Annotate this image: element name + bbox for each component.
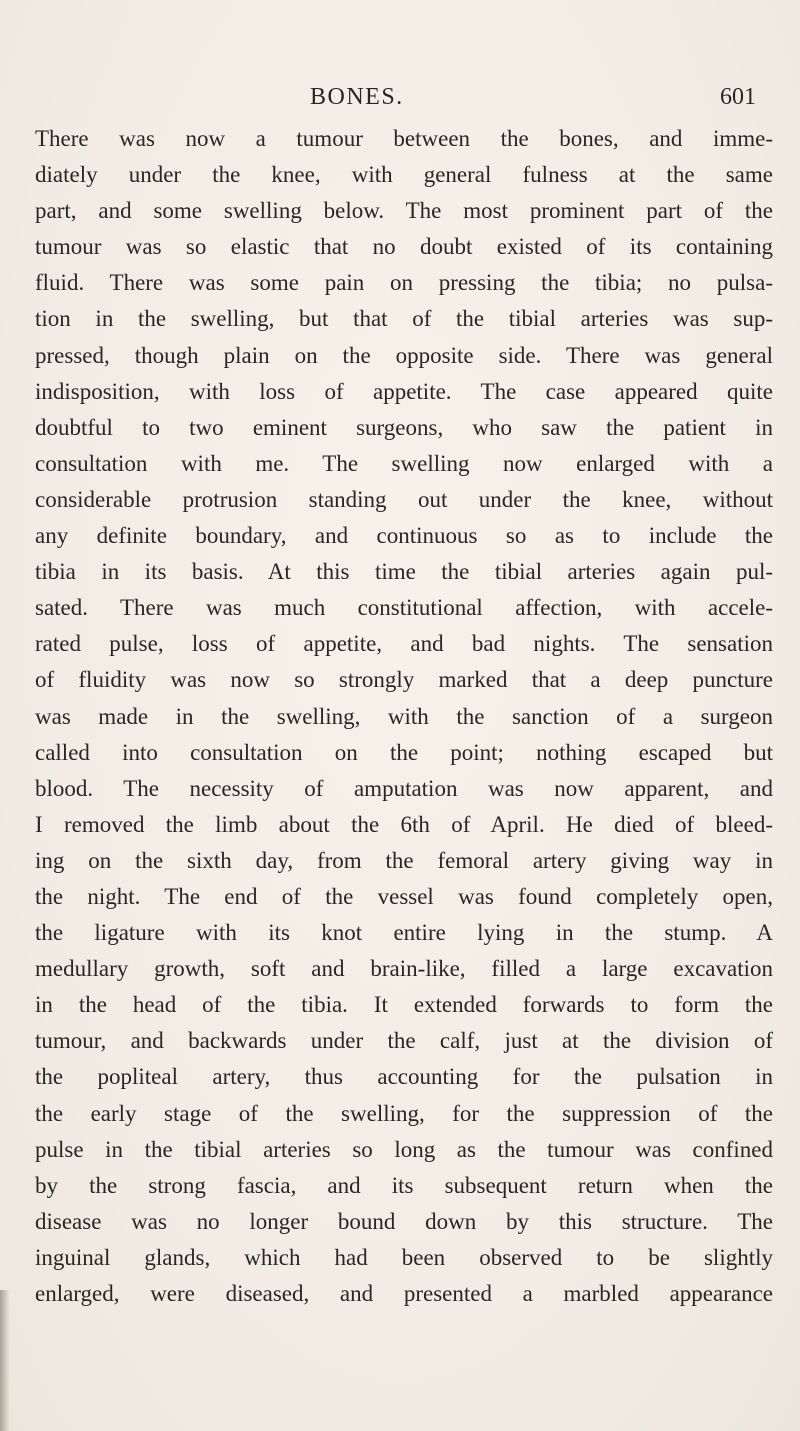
text-line: blood. The necessity of amputation was now apparent, and xyxy=(35,775,773,801)
text-line: tion in the swelling, but that of the tibial arteries was sup- xyxy=(35,306,773,332)
text-line: part, and some swelling below. The most prominent part of the xyxy=(35,198,773,224)
text-line: rated pulse, loss of appetite, and bad nights. The sensation xyxy=(35,631,773,657)
text-line: by the strong fascia, and its subsequent return when the xyxy=(35,1172,773,1198)
text-line: tumour was so elastic that no doubt existed of its containing xyxy=(35,234,773,260)
text-line: There was now a tumour between the bones, and imme- xyxy=(35,126,773,151)
text-line: enlarged, were diseased, and presented a marbled appearance xyxy=(35,1281,773,1306)
header-title: BONES. xyxy=(310,84,404,110)
text-line: inguinal glands, which had been observed to be slightly xyxy=(35,1244,773,1270)
text-line: medullary growth, soft and brain-like, filled a large excavation xyxy=(35,956,773,982)
text-line: in the head of the tibia. It extended forwards to form the xyxy=(35,992,773,1018)
text-line: any definite boundary, and continuous so as to include the xyxy=(35,523,773,549)
text-line: diately under the knee, with general fulness at the same xyxy=(35,162,773,188)
text-line: I removed the limb about the 6th of April. He died of bleed- xyxy=(35,811,773,837)
text-line: tumour, and backwards under the calf, just at the division of xyxy=(35,1028,773,1054)
text-line: indisposition, with loss of appetite. The case appeared quite xyxy=(35,378,773,404)
text-line: ing on the sixth day, from the femoral artery giving way in xyxy=(35,847,773,873)
text-line: the early stage of the swelling, for the suppression of the xyxy=(35,1100,773,1126)
running-head xyxy=(0,82,800,112)
binding-shadow xyxy=(0,1290,10,1431)
text-line: tibia in its basis. At this time the tibial arteries again pul- xyxy=(35,559,773,585)
text-line: consultation with me. The swelling now enlarged with a xyxy=(35,450,773,476)
text-line: sated. There was much constitutional affection, with accele- xyxy=(35,595,773,621)
text-line: the night. The end of the vessel was found completely open, xyxy=(35,883,773,909)
text-line: pulse in the tibial arteries so long as the tumour was confined xyxy=(35,1136,773,1162)
text-line: the popliteal artery, thus accounting for the pulsation in xyxy=(35,1064,773,1090)
text-line: called into consultation on the point; nothing escaped but xyxy=(35,739,773,765)
text-line: fluid. There was some pain on pressing the tibia; no pulsa- xyxy=(35,270,773,296)
text-line: disease was no longer bound down by this structure. The xyxy=(35,1208,773,1234)
text-line: pressed, though plain on the opposite side. There was general xyxy=(35,342,773,368)
text-line: doubtful to two eminent surgeons, who saw the patient in xyxy=(35,414,773,440)
text-line: the ligature with its knot entire lying in the stump. A xyxy=(35,920,773,946)
page-number: 601 xyxy=(720,84,756,110)
text-line: considerable protrusion standing out under the knee, without xyxy=(35,486,773,512)
text-line: of fluidity was now so strongly marked that a deep puncture xyxy=(35,667,773,693)
body-text xyxy=(35,121,773,1312)
text-line: was made in the swelling, with the sanction of a surgeon xyxy=(35,703,773,729)
